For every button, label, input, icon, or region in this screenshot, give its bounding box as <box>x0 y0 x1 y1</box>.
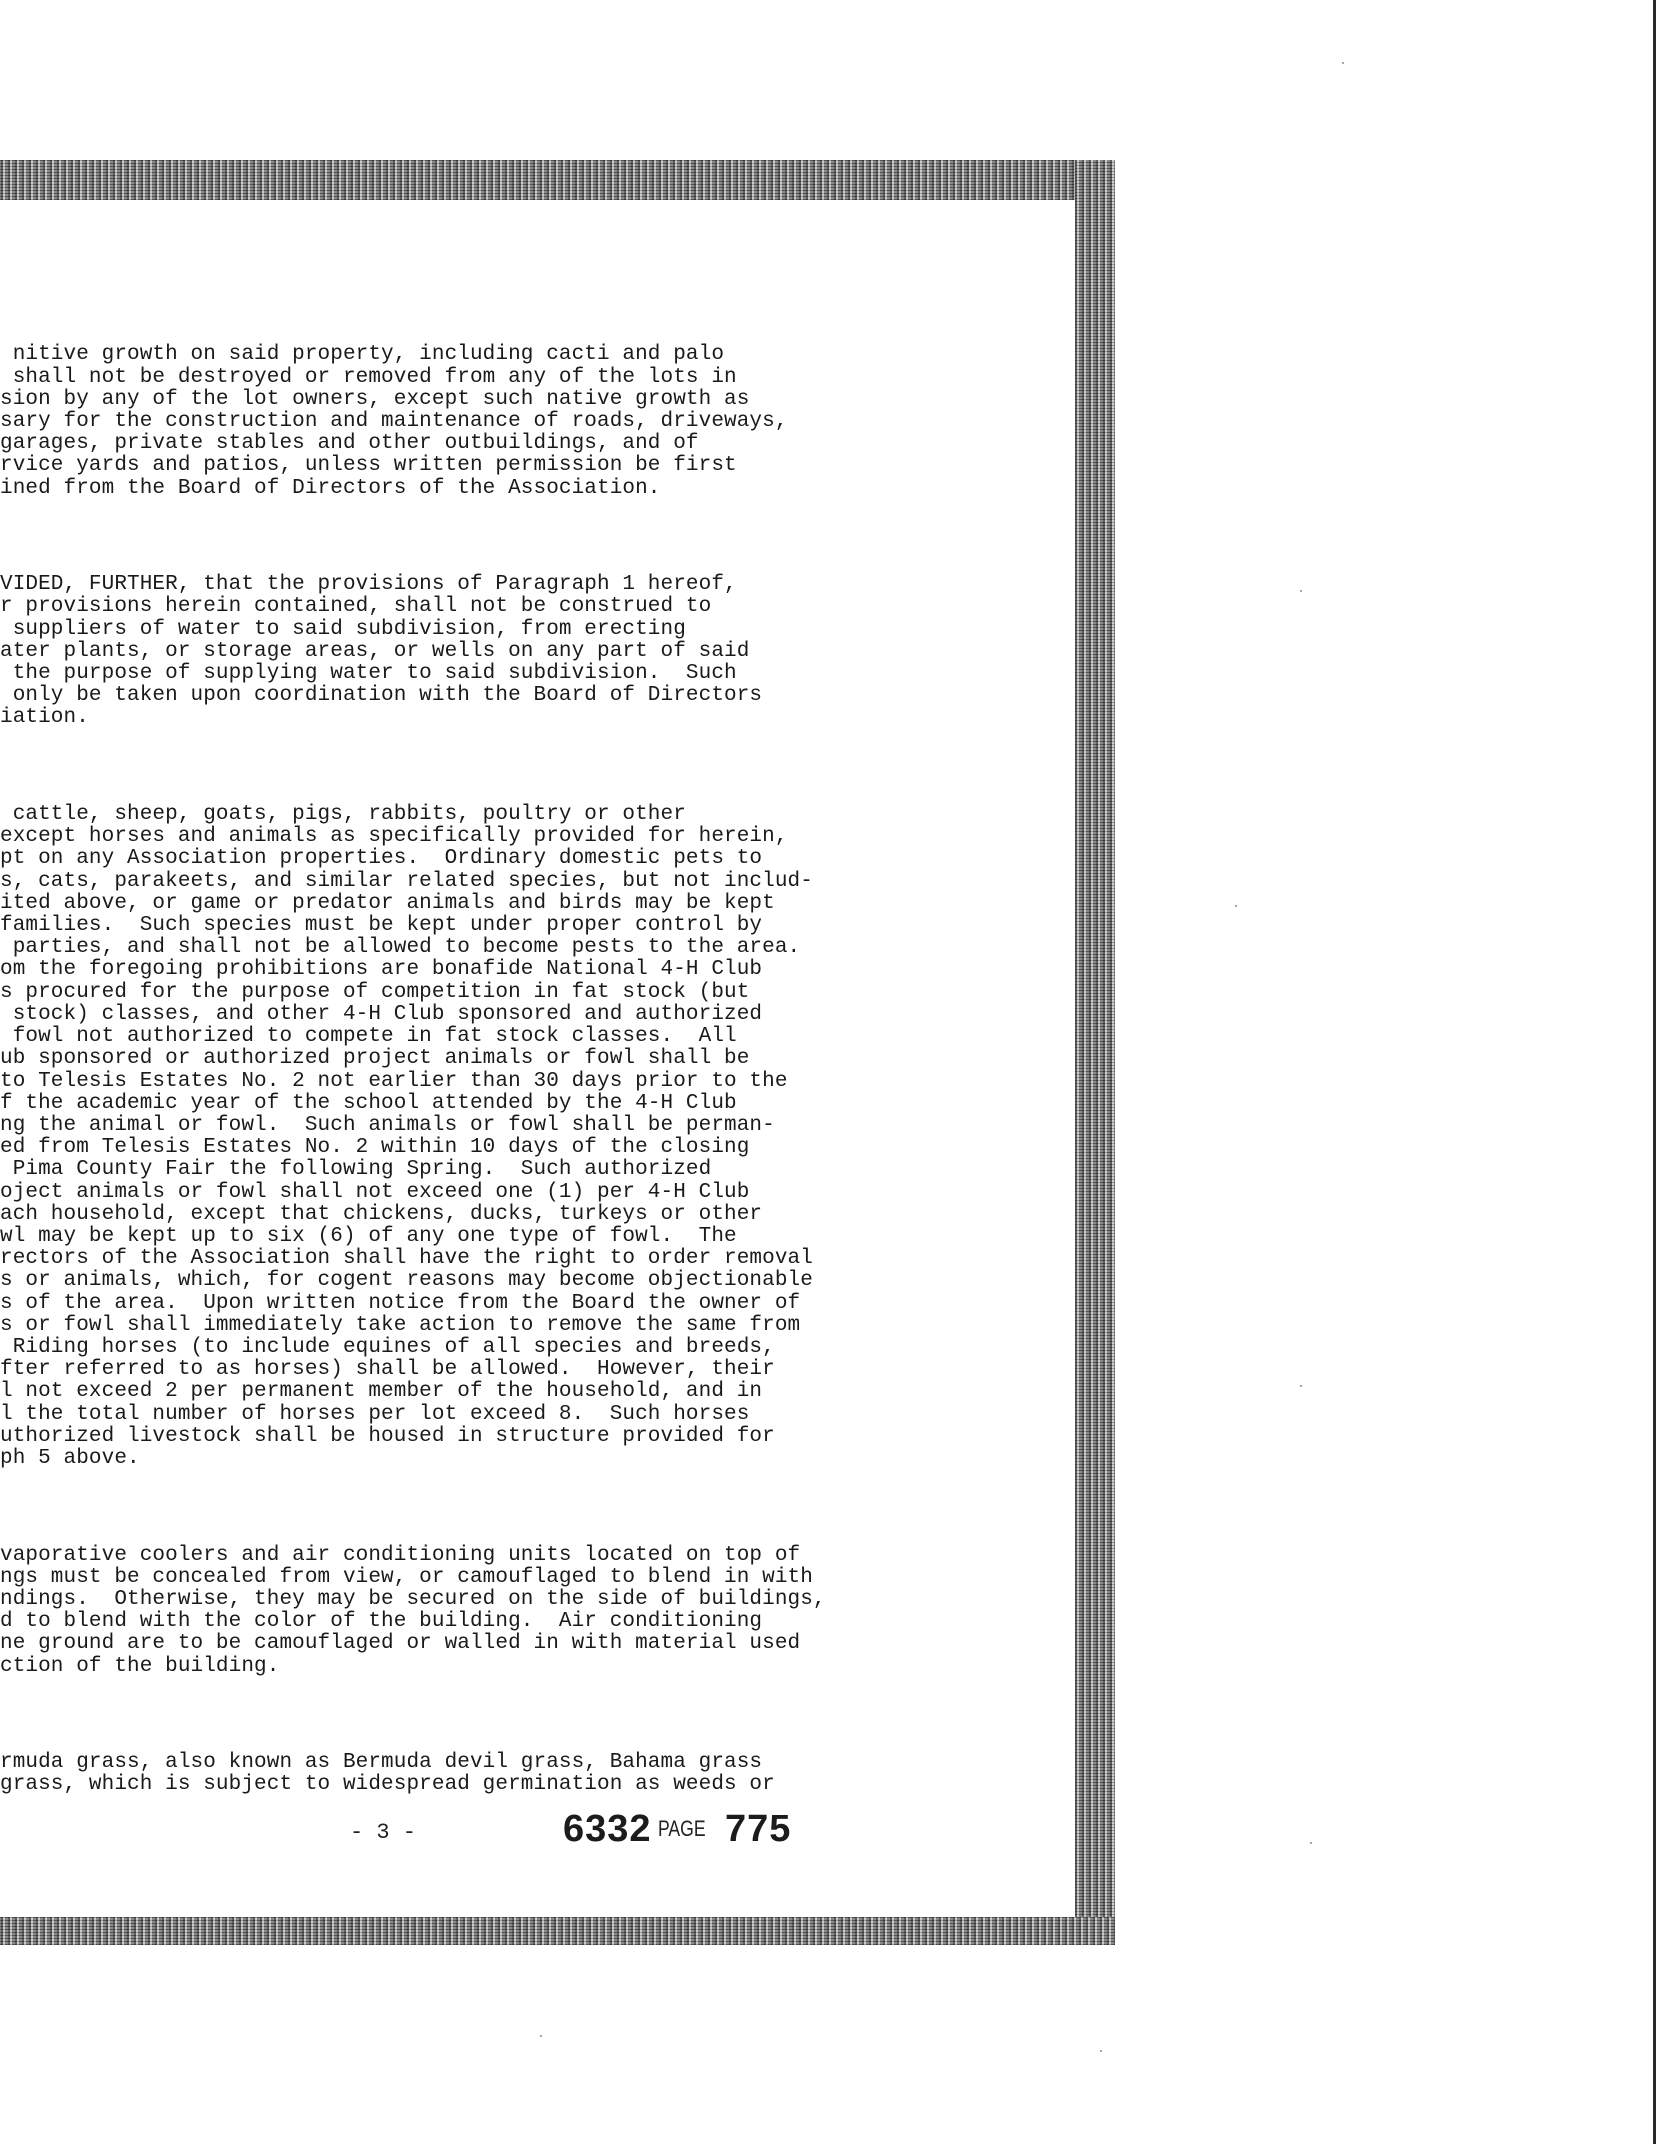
scan-speck <box>1100 2050 1102 2052</box>
page-label-stamp: PAGE <box>658 1816 706 1841</box>
paragraph-native-growth: nitive growth on said property, including cacti and palo shall not be destroyed or removed from any of the lots in sion by any of the lot owners, except such native growth as sary for the construction and maintenance of roads, driveways, garages, private stables and other outbuildings, and of rvice yards and patios, unless written permission be first ined from the Board of Directors of the Association. <box>0 343 788 500</box>
scan-speck <box>540 2035 542 2037</box>
document-body <box>0 300 1060 1849</box>
scan-speck <box>1310 1842 1312 1844</box>
scan-speck <box>1300 590 1302 592</box>
page-footer <box>0 1808 1060 1858</box>
scan-speck <box>1300 1385 1302 1387</box>
scan-speck <box>1342 62 1344 64</box>
paragraph-coolers: vaporative coolers and air conditioning units located on top of ngs must be concealed from view, or camouflaged to blend in with ndings. Otherwise, they may be secured on the side of buildings, d to blend with the color of the building. Air conditioning ne ground are to be camouflaged or walled in with material used ction of the building. <box>0 1543 826 1678</box>
page-reference-stamp: 775 <box>725 1808 792 1850</box>
book-number-stamp: 6332 <box>563 1808 652 1850</box>
paragraph-bermuda-grass: rmuda grass, also known as Bermuda devil grass, Bahama grass grass, which is subject to widespread germination as weeds or <box>0 1751 775 1797</box>
page-number: - 3 - <box>350 1820 417 1845</box>
paragraph-livestock: cattle, sheep, goats, pigs, rabbits, poultry or other except horses and animals as specifically provided for herein, pt on any Association properties. Ordinary domestic pets to s, cats, parakeets, and similar related species, but not includ- ited above, or game or predator animals and birds may be kept families. Such species must be kept under proper control by parties, and shall not be allowed to become pests to the area. om the foregoing prohibitions are bonafide National 4-H Club s procured for the purpose of competition in fat stock (but stock) classes, and other 4-H Club sponsored and authorized fowl not authorized to compete in fat stock classes. All ub sponsored or authorized project animals or fowl shall be to Telesis Estates No. 2 not earlier than 30 days prior to the f the academic year of the school attended by the 4-H Club ng the animal or fowl. Such animals or fowl shall be perman- ed from Telesis Estates No. 2 within 10 days of the closing Pima County Fair the following Spring. Such authorized oject animals or fowl shall not exceed one (1) per 4-H Club ach household, except that chickens, ducks, turkeys or other wl may be kept up to six (6) of any one type of fowl. The rectors of the Association shall have the right to order removal s or animals, which, for cogent reasons may become objectionable s of the area. Upon written notice from the Board the owner of s or fowl shall immediately take action to remove the same from Riding horses (to include equines of all species and breeds, fter referred to as horses) shall be allowed. However, their l not exceed 2 per permanent member of the household, and in l the total number of horses per lot exceed 8. Such horses uthorized livestock shall be housed in structure provided for ph 5 above. <box>0 803 813 1470</box>
scan-speck <box>1235 905 1237 907</box>
scanner-edge-line <box>1653 0 1656 2144</box>
paragraph-water-suppliers: VIDED, FURTHER, that the provisions of Paragraph 1 hereof, r provisions herein contained, shall not be construed to suppliers of water to said subdivision, from erecting ater plants, or storage areas, or wells on any part of said the purpose of supplying water to said subdivision. Such only be taken upon coordination with the Board of Directors iation. <box>0 573 763 730</box>
